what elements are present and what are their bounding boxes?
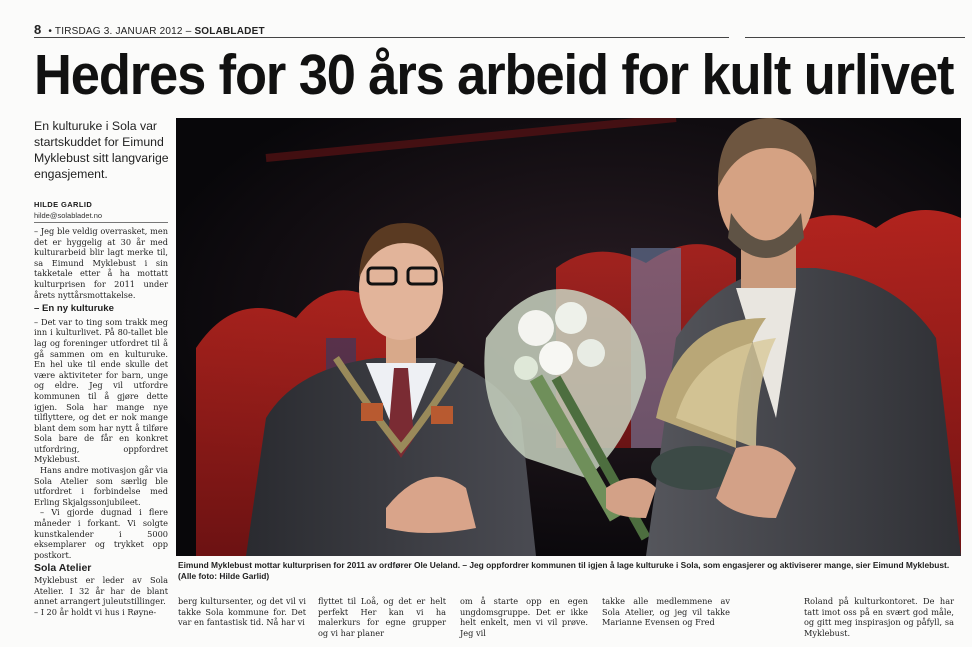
byline: HILDE GARLID [34, 200, 93, 209]
paragraph: Myklebust er leder av Sola Atelier. I 32 år har de blant annet arrangert juleutstillinger. [34, 575, 168, 607]
paragraph: – I 20 år holdt vi hus i Røyne- [34, 606, 157, 617]
photo-caption: Eimund Myklebust mottar kulturprisen for 2011 av ordfører Ole Ueland. – Jeg oppfordrer kommunen til igjen å lage kulturuke i Sola, som engasjerer og aktiviserer mange, sier Eimund Myklebust. (Alle foto: Hilde Garlid) [178, 560, 950, 581]
bottom-column-2: flyttet til Loå, og det er helt perfekt Her kan vi ha malerkurs for egne grupper og vi har planer [318, 596, 446, 638]
bottom-column-1: berg kultursenter, og det vil vi takke Sola kommune for. Det var en fantastisk tid. Nå har vi [178, 596, 306, 628]
header-rule-right [745, 37, 965, 38]
photo-illustration [176, 118, 961, 556]
author-email[interactable]: hilde@solabladet.no [34, 211, 103, 220]
subheading: Sola Atelier [34, 562, 92, 575]
article-column-1 [34, 226, 168, 617]
paragraph: – Jeg ble veldig overrasket, men det er hyggelig at 30 år med kulturarbeid blir lagt merke til, sa Eimund Myklebust i sin takketale etter å ha mottatt kulturprisen for 2011 under årets nyttårsmottakelse. [34, 226, 168, 300]
page-number: 8 [34, 22, 42, 37]
subheading: – En ny kulturuke [34, 303, 114, 315]
ingress: En kulturuke i Sola var startskuddet for Eimund Myklebust sitt langvarige engasjement. [34, 119, 169, 181]
byline-rule [34, 222, 168, 223]
issue-date: TIRSDAG 3. JANUAR 2012 [54, 26, 183, 37]
award-photo [176, 118, 961, 556]
bottom-column-4: takke alle medlemmene av Sola Atelier, og jeg vil takke Marianne Evensen og Fred [602, 596, 730, 628]
bullet-separator: • [48, 26, 55, 37]
headline: Hedres for 30 års arbeid for kult urlivet [34, 43, 954, 107]
paragraph: – Vi gjorde dugnad i flere måneder i forkant. Vi solgte kunstkalender i 5000 eksemplarer og trykket opp postkort. [34, 507, 168, 560]
page-header: 8 • TIRSDAG 3. JANUAR 2012 – SOLABLADET [34, 22, 265, 37]
header-rule [34, 37, 729, 38]
publication-name: SOLABLADET [194, 26, 265, 37]
paragraph: – Det var to ting som trakk meg inn i kulturlivet. På 80-tallet ble lag og foreninger utfordret til å gå sammen om en kulturuke. En hel uke til ende skulle det være aktiviteter for barn, unge og eldre. Jeg vil utfordre kommunen til å gjøre dette igjen. Sola har mange nye tilflyttere, og det er nok mange blant dem som har nytt å tilføre Sola bare de får en konkret utfordring, oppfordret Myklebust. [34, 316, 168, 465]
bottom-column-5: Roland på kulturkontoret. De har tatt imot oss på en svært god måle, og gitt meg inspirasjon og påfyll, sa Myklebust. [804, 596, 954, 638]
bottom-column-3: om å starte opp en egen ungdomsgruppe. Det er ikke helt enkelt, men vi vil prøve. Jeg vil [460, 596, 588, 638]
paragraph: Hans andre motivasjon går via Sola Atelier som særlig ble utfordret i forbindelse med Erling Skjalgssonjubileet. [34, 465, 168, 507]
